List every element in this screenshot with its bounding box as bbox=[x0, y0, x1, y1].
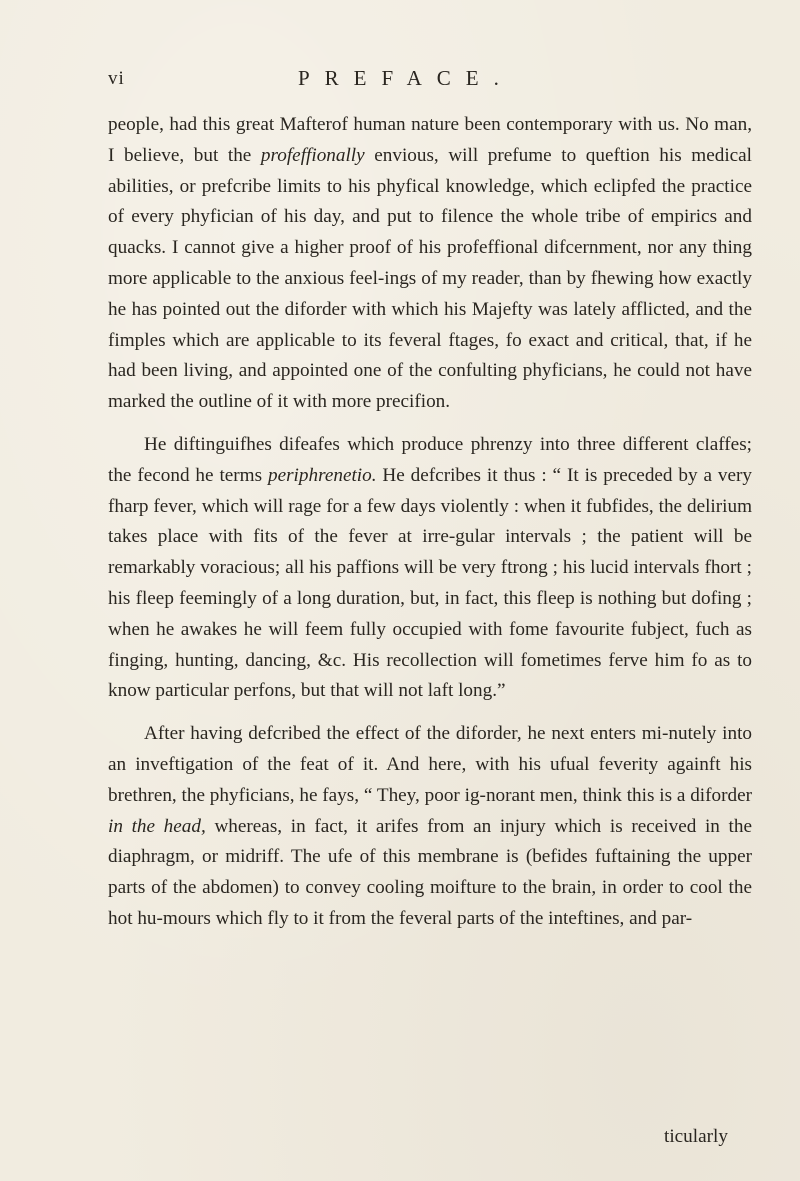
page-header bbox=[108, 62, 748, 94]
italic-phrase: in the head, bbox=[108, 815, 206, 837]
paragraph: He diftinguifhes difeafes which produce phrenzy into three different claffes; the fecond he terms periphrenetio. He defcribes it thus : “ It is preceded by a very fharp fever, which will rage for a few days violently : when it fubfides, the delirium takes place with fits of the fever at irre-gular intervals ; the patient will be remarkably voracious; all his paffions will be very ftrong ; his lucid intervals fhort ; his fleep feemingly of a long duration, but, in fact, this fleep is nothing but dofing ; when he awakes he will feem fully occupied with fome favourite fubject, fuch as finging, hunting, dancing, &c. His recollection will fometimes ferve him fo as to know particular perfons, but that will not laft long.” bbox=[108, 433, 753, 702]
catchword: ticularly bbox=[664, 1126, 728, 1147]
paragraph: people, had this great Mafterof human nature been contemporary with us. No man, I believe, but the profeffionally envious, will prefume to queftion his medical abilities, or prefcribe limits to his phyfical knowledge, which eclipfed the practice of every phyfician of his day, and put to filence the whole tribe of empirics and quacks. I cannot give a higher proof of his profeffional difcernment, nor any thing more applicable to the anxious feel-ings of my reader, than by fhewing how exactly he has pointed out the diforder with which his Majefty was lately afflicted, and the fimples which are applicable to its feveral ftages, fo exact and critical, that, if he had been living, and appointed one of the confulting phyficians, he could not have marked the outline of it with more precifion. bbox=[108, 114, 753, 413]
italic-phrase: profeffionally bbox=[260, 144, 365, 166]
page-number: vi bbox=[108, 68, 125, 89]
body-text bbox=[108, 110, 752, 935]
running-head: PREFACE. bbox=[298, 66, 514, 90]
paragraph: After having defcribed the effect of the diforder, he next enters mi-nutely into an inveftigation of the feat of it. And here, with his ufual feverity againft his brethren, the phyficians, he fays, “ They, poor ig-norant men, think this is a diforder in the head, whereas, in fact, it arifes from an injury which is received in the diaphragm, or midriff. The ufe of this membrane is (befides fuftaining the upper parts of the abdomen) to convey cooling moifture to the brain, in order to cool the hot hu-mours which fly to it from the feveral parts of the inteftines, and par- bbox=[108, 723, 752, 929]
italic-phrase: periphrenetio. bbox=[267, 464, 377, 486]
